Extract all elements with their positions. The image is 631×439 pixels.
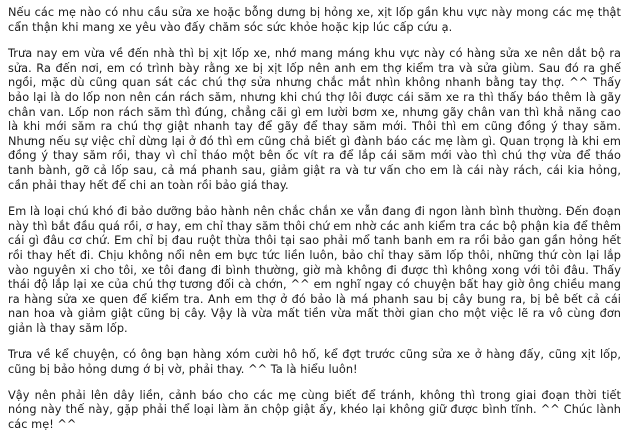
paragraph-3: Em là loại chú khó đi bảo dưỡng bảo hành nên chắc chắn xe vẫn đang đi ngon lành bình thường. Đến đoạn này thì bắt đầu quá rồi, ơ hay, em chỉ thay săm thôi chứ em nhờ các anh kiểm tra các bộ phận kia để thêm cái gì đâu cơ chứ. Em chỉ bị đau ruột thừa thôi tại sao phải mổ tanh banh em ra rồi bảo gan gần hỏng hết rồi thay hết đi. Chịu không nổi nên em bực tức liền luôn, bảo chỉ thay săm lốp thôi, những thứ còn lại lắp vào nguyên xi cho tôi, xe tôi đang đi bình thường, giờ mà không đi được thì không xong với tôi đâu. Thấy thái độ lắp lại xe của chú thợ tương đối cà chớn, ^^ em nghĩ ngay có chuyện bất hay giờ ông chiều mang ra hàng sửa xe quen để kiểm tra. Anh em thợ ở đó bảo là má phanh sau bị cây bung ra, bị bê bết cả cái nan hoa và giảm giật cũng bị cây. Vậy là vừa mất tiền vừa mất thời gian cho một việc lẽ ra vô cùng đơn giản là thay săm lốp. — [8, 205, 625, 335]
paragraph-5: Vậy nên phải lên dây liền, cảnh báo cho các mẹ cùng biết để tránh, không thì trong giai đoạn thời tiết nóng này thế này, gặp phải thể loại làm ăn chộp giật ấy, khéo lại không giữ được bình tĩnh. ^^ Chúc lành các mẹ! ^^ — [8, 388, 625, 431]
paragraph-1: Nếu các mẹ nào có nhu cầu sửa xe hoặc bỗng dưng bị hỏng xe, xịt lốp gần khu vực này mong các mẹ thật cẩn thận khi mang xe yêu vào đấy chăm sóc sức khỏe hoặc kịp lúc cấp cứu ạ. — [8, 6, 625, 34]
paragraph-2: Trưa nay em vừa về đến nhà thì bị xịt lốp xe, nhớ mang máng khu vực này có hàng sửa xe nên dắt bộ ra sửa. Ra đến nơi, em có trình bày rằng xe bị xịt lốp nên anh em thợ kiểm tra và sửa giùm. Sau đó ra ghế ngồi, mặc dù cũng quan sát các chú thợ sửa nhưng chắc mắt nhìn không nhanh bằng tay thợ. ^^ Thấy bảo lại là do lốp non nên cán rách săm, nhưng khi chú thợ lôi được cái săm xe ra thì thấy báo thêm là gãy chân van. Lốp non rách săm thì đúng, chẳng cãi gì em lười bơm xe, nhưng gãy chân van thì khả năng cao là khi mới săm ra chú thợ giật nhanh tay để gãy để thay săm mới. Thôi thì em cũng đồng ý thay săm. Nhưng nếu sự việc chỉ dừng lại ở đó thì em cũng chả biết gì đành báo các mẹ làm gì. Quan trọng là khi em đồng ý thay săm rồi, thay vì chỉ tháo một bên ốc vít ra để lắp cái săm mới vào thì chú thợ vừa để tháo tanh bành, gỡ cả lốp sau, cả má phanh sau, giảm giật ra và tư vấn cho em là cái này rách, cái kia hỏng, cần phải thay hết để chi an toàn rồi bảo giá thay. — [8, 47, 625, 192]
paragraph-4: Trưa về kể chuyện, có ông bạn hàng xóm cười hô hố, kể đợt trước cũng sửa xe ở hàng đấy, cũng xịt lốp, cũng bị bảo hỏng dưng ớ bị vờ, phải thay. ^^ Ta là hiểu luôn! — [8, 348, 625, 377]
